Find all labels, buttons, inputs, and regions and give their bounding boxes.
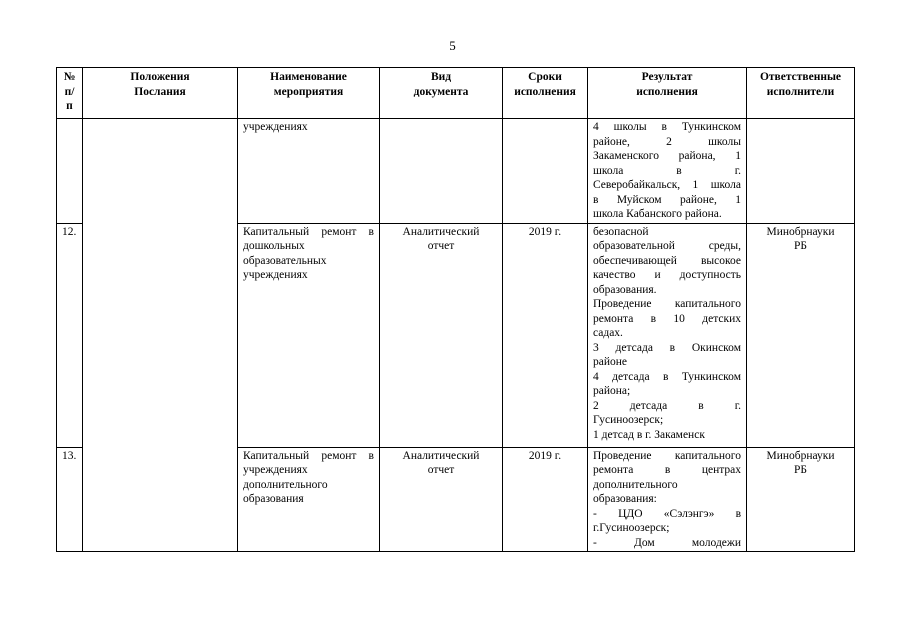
doc-type-cell: Аналитический отчет [380,223,503,447]
header-doc-type: Вид документа [380,68,503,119]
event-cell: учреждениях [238,119,380,224]
deadline-cell: 2019 г. [503,223,588,447]
header-number: № п/ п [57,68,83,119]
table-header-row [57,68,855,119]
table-row [57,119,855,224]
result-cell: Проведение капитального ремонта в центрах дополнительного образования: - ЦДО «Сэлэнгэ» в г.Гусиноозерск; - Дом молодежи [588,447,747,552]
header-event-name: Наименование мероприятия [238,68,380,119]
row-number-cell: 12. [57,223,83,447]
row-number-cell [57,119,83,224]
responsible-cell: Минобрнауки РБ [747,223,855,447]
event-cell: Капитальный ремонт в учреждениях дополнительного образования [238,447,380,552]
events-table [56,67,855,552]
page-number: 5 [449,38,456,53]
responsible-cell: Минобрнауки РБ [747,447,855,552]
deadline-cell [503,119,588,224]
header-deadline: Сроки исполнения [503,68,588,119]
header-provisions: Положения Послания [83,68,238,119]
deadline-cell: 2019 г. [503,447,588,552]
result-cell: 4 школы в Тункинском районе, 2 школы Закаменского района, 1 школа в г. Северобайкальск, 1 школа в Муйском районе, 1 школа Кабанского района. [588,119,747,224]
provisions-cell [83,119,238,552]
event-cell: Капитальный ремонт в дошкольных образовательных учреждениях [238,223,380,447]
responsible-cell [747,119,855,224]
header-result: Результат исполнения [588,68,747,119]
doc-type-cell [380,119,503,224]
doc-type-cell: Аналитический отчет [380,447,503,552]
header-responsible: Ответственные исполнители [747,68,855,119]
row-number-cell: 13. [57,447,83,552]
result-cell: безопасной образовательной среды, обеспечивающей высокое качество и доступность образования. Проведение капитального ремонта в 10 детских садах. 3 детсада в Окинском районе 4 детсада в Тункинском района; 2 детсада в г. Гусиноозерск; 1 детсад в г. Закаменск [588,223,747,447]
